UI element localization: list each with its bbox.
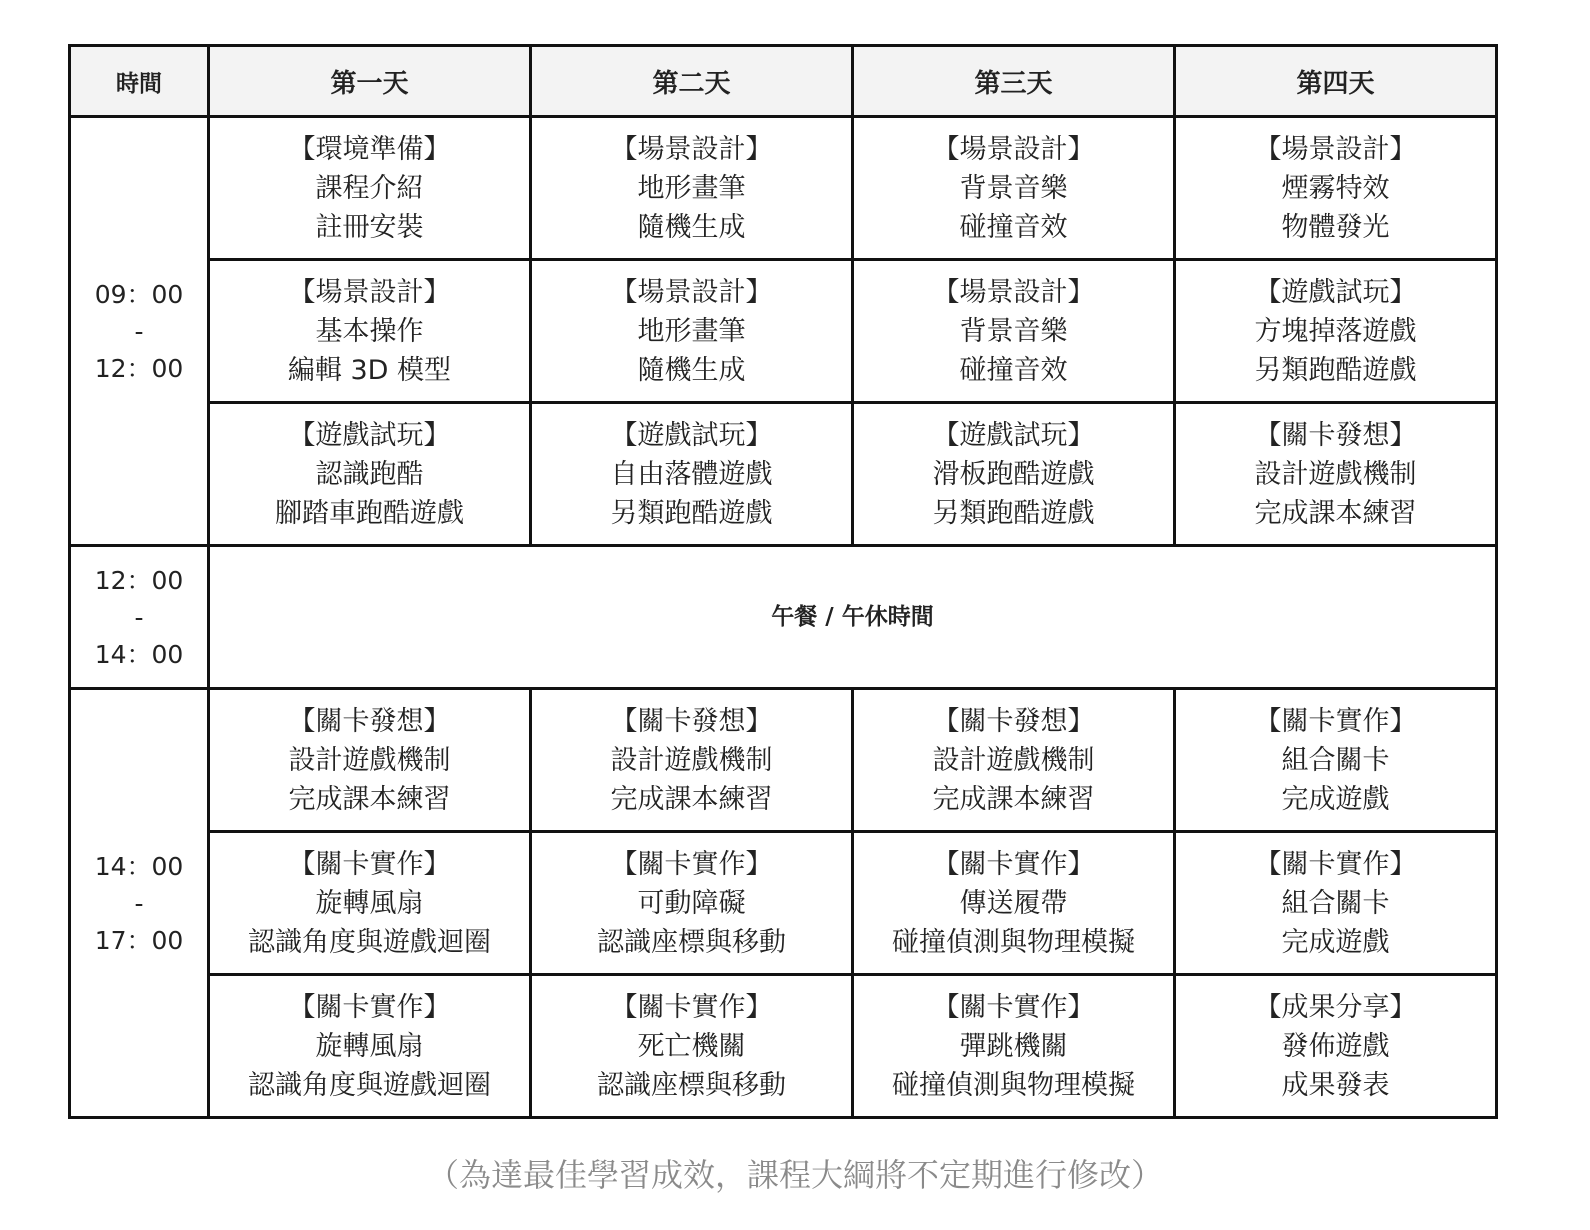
session-category: 【關卡實作】 [1254, 848, 1417, 880]
session-topic: 完成遊戲 [1281, 926, 1390, 958]
session-topic: 隨機生成 [637, 354, 746, 386]
session-cell [531, 260, 853, 403]
time-end: 17：00 [94, 925, 184, 955]
session-category: 【關卡實作】 [288, 848, 451, 880]
afternoon-row-3 [70, 975, 1497, 1118]
session-cell [853, 689, 1175, 832]
session-topic: 組合關卡 [1281, 887, 1390, 919]
session-category: 【關卡發想】 [932, 705, 1095, 737]
morning-row-3 [70, 403, 1497, 546]
session-topic: 發佈遊戲 [1281, 1030, 1390, 1062]
session-cell [531, 689, 853, 832]
day-1-header: 第一天 [209, 46, 531, 117]
time-column-header: 時間 [70, 46, 209, 117]
session-topic: 碰撞偵測與物理模擬 [892, 1069, 1135, 1101]
session-cell [853, 975, 1175, 1118]
time-dash: - [134, 316, 144, 346]
session-category: 【場景設計】 [932, 276, 1095, 308]
session-category: 【關卡實作】 [610, 848, 773, 880]
session-topic: 背景音樂 [959, 172, 1068, 204]
session-cell [853, 260, 1175, 403]
day-4-header: 第四天 [1175, 46, 1497, 117]
session-topic: 認識座標與移動 [597, 1069, 786, 1101]
syllabus-revision-note: （為達最佳學習成效，課程大綱將不定期進行修改） [426, 1156, 1163, 1194]
session-cell [853, 403, 1175, 546]
session-topic: 成果發表 [1281, 1069, 1390, 1101]
session-category: 【關卡實作】 [932, 848, 1095, 880]
session-topic: 完成遊戲 [1281, 783, 1390, 815]
session-topic: 認識角度與遊戲迴圈 [248, 926, 491, 958]
session-cell [1175, 260, 1497, 403]
session-topic: 地形畫筆 [637, 315, 746, 347]
session-topic: 另類跑酷遊戲 [1254, 354, 1417, 386]
session-cell [209, 117, 531, 260]
lunch-row [70, 546, 1497, 689]
session-topic: 自由落體遊戲 [610, 458, 773, 490]
session-category: 【場景設計】 [1254, 133, 1417, 165]
session-topic: 隨機生成 [637, 211, 746, 243]
session-category: 【環境準備】 [288, 133, 451, 165]
course-schedule-table [68, 44, 1498, 1119]
session-topic: 設計遊戲機制 [1254, 458, 1417, 490]
lunch-break-cell: 午餐 / 午休時間 [209, 546, 1497, 689]
session-cell [1175, 117, 1497, 260]
afternoon-row-1 [70, 689, 1497, 832]
session-cell [853, 117, 1175, 260]
session-topic: 彈跳機關 [959, 1030, 1068, 1062]
session-category: 【遊戲試玩】 [1254, 276, 1417, 308]
session-cell [209, 975, 531, 1118]
time-start: 09：00 [94, 279, 184, 309]
session-category: 【場景設計】 [610, 276, 773, 308]
session-topic: 可動障礙 [637, 887, 746, 919]
session-cell [853, 832, 1175, 975]
session-topic: 傳送履帶 [959, 887, 1068, 919]
session-category: 【遊戲試玩】 [610, 419, 773, 451]
morning-time-cell [70, 117, 209, 546]
session-topic: 設計遊戲機制 [932, 744, 1095, 776]
session-topic: 課程介紹 [315, 172, 424, 204]
session-topic: 碰撞偵測與物理模擬 [892, 926, 1135, 958]
session-topic: 滑板跑酷遊戲 [932, 458, 1095, 490]
session-topic: 認識跑酷 [315, 458, 424, 490]
session-category: 【關卡實作】 [288, 991, 451, 1023]
session-cell [209, 832, 531, 975]
time-end: 12：00 [94, 353, 184, 383]
session-category: 【遊戲試玩】 [288, 419, 451, 451]
session-topic: 另類跑酷遊戲 [610, 497, 773, 529]
afternoon-time-cell [70, 689, 209, 1118]
morning-row-2 [70, 260, 1497, 403]
session-category: 【場景設計】 [288, 276, 451, 308]
session-topic: 死亡機關 [637, 1030, 746, 1062]
session-category: 【關卡實作】 [610, 991, 773, 1023]
session-topic: 認識角度與遊戲迴圈 [248, 1069, 491, 1101]
session-topic: 旋轉風扇 [315, 887, 424, 919]
time-end: 14：00 [94, 639, 184, 669]
session-topic: 煙霧特效 [1281, 172, 1390, 204]
session-topic: 基本操作 [315, 315, 424, 347]
session-category: 【成果分享】 [1254, 991, 1417, 1023]
session-cell [1175, 689, 1497, 832]
session-topic: 編輯 3D 模型 [287, 354, 452, 386]
session-topic: 方塊掉落遊戲 [1254, 315, 1417, 347]
session-topic: 碰撞音效 [959, 211, 1068, 243]
time-dash: - [134, 888, 144, 918]
session-topic: 註冊安裝 [315, 211, 424, 243]
session-category: 【遊戲試玩】 [932, 419, 1095, 451]
session-topic: 地形畫筆 [637, 172, 746, 204]
session-topic: 背景音樂 [959, 315, 1068, 347]
day-2-header: 第二天 [531, 46, 853, 117]
session-topic: 物體發光 [1281, 211, 1390, 243]
morning-row-1 [70, 117, 1497, 260]
session-category: 【關卡發想】 [1254, 419, 1417, 451]
session-topic: 旋轉風扇 [315, 1030, 424, 1062]
session-topic: 完成課本練習 [1254, 497, 1417, 529]
time-dash: - [134, 602, 144, 632]
session-cell [209, 403, 531, 546]
session-topic: 完成課本練習 [932, 783, 1095, 815]
session-cell [209, 689, 531, 832]
day-3-header: 第三天 [853, 46, 1175, 117]
header-row [70, 46, 1497, 117]
session-cell [531, 117, 853, 260]
session-category: 【關卡發想】 [610, 705, 773, 737]
session-category: 【關卡發想】 [288, 705, 451, 737]
afternoon-row-2 [70, 832, 1497, 975]
session-topic: 認識座標與移動 [597, 926, 786, 958]
session-category: 【場景設計】 [932, 133, 1095, 165]
session-topic: 碰撞音效 [959, 354, 1068, 386]
session-topic: 腳踏車跑酷遊戲 [275, 497, 464, 529]
session-category: 【關卡實作】 [1254, 705, 1417, 737]
session-topic: 設計遊戲機制 [288, 744, 451, 776]
session-category: 【場景設計】 [610, 133, 773, 165]
session-cell [209, 260, 531, 403]
session-cell [531, 832, 853, 975]
session-cell [531, 403, 853, 546]
time-start: 12：00 [94, 565, 184, 595]
session-topic: 組合關卡 [1281, 744, 1390, 776]
lunch-time-cell [70, 546, 209, 689]
session-topic: 完成課本練習 [610, 783, 773, 815]
session-topic: 設計遊戲機制 [610, 744, 773, 776]
session-cell [1175, 403, 1497, 546]
session-topic: 完成課本練習 [288, 783, 451, 815]
session-cell [1175, 832, 1497, 975]
time-start: 14：00 [94, 851, 184, 881]
session-topic: 另類跑酷遊戲 [932, 497, 1095, 529]
session-cell [1175, 975, 1497, 1118]
session-cell [531, 975, 853, 1118]
session-category: 【關卡實作】 [932, 991, 1095, 1023]
